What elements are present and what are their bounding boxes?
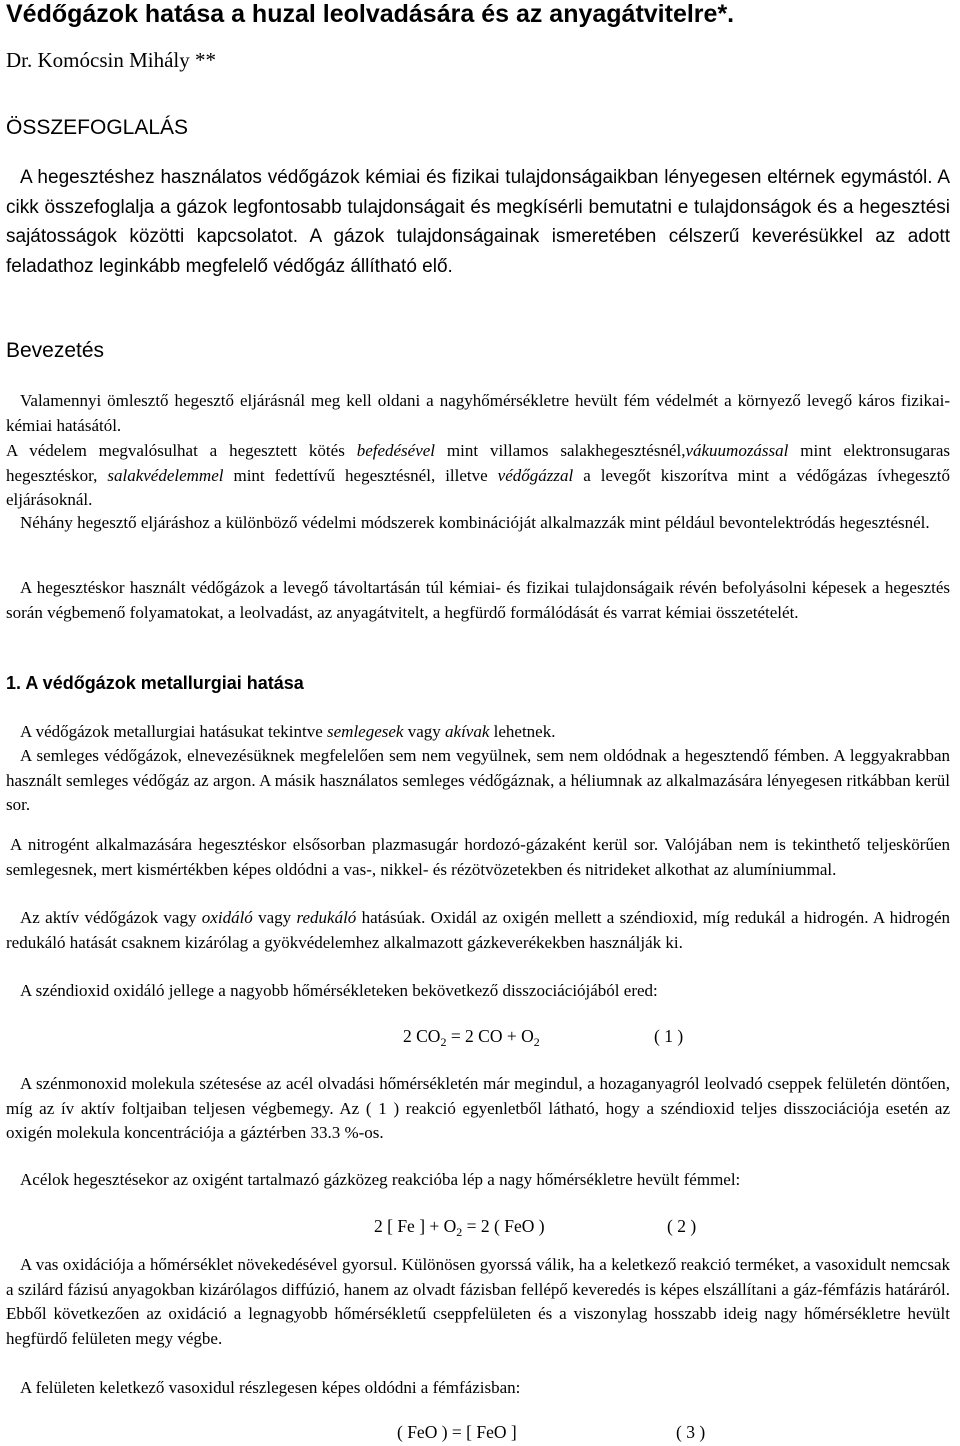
section-1-heading: 1. A védőgázok metallurgiai hatása	[6, 673, 304, 693]
italic-term: védőgázzal	[497, 465, 574, 485]
equation-subscript: 2	[533, 1035, 540, 1049]
intro-paragraph-4: A hegesztéskor használt védőgázok a levegő távoltartásán túl kémiai- és fizikai tulajdonságaik révén befolyásolni képesek a hegesztés során végbemenő folyamatokat, a leolvadást, az anyagátvitelt, a hegfürdő formálódását és varrat kémiai összetételét.	[6, 578, 950, 622]
italic-term: salakvédelemmel	[107, 465, 224, 485]
author-line: Dr. Komócsin Mihály **	[6, 48, 216, 72]
text-run: mint fedettívű hegesztésnél, illetve	[223, 465, 498, 485]
equation-term: = 2 CO + O	[446, 1026, 534, 1046]
text-run: Az aktív védőgázok vagy	[20, 908, 202, 927]
equation-1-number: ( 1 )	[654, 1026, 684, 1046]
equation-3: ( FeO ) = [ FeO ]	[397, 1422, 517, 1442]
text-run: A védőgázok metallurgiai hatásukat tekintve	[20, 722, 328, 741]
text-run: a levegőt kiszorítva mint a védőgázas ívhegesztő eljárásoknál.	[6, 465, 950, 509]
page-title: Védőgázok hatása a huzal leolvadására és az anyagátvitelre*.	[6, 0, 735, 28]
equation-3-number: ( 3 )	[676, 1422, 706, 1442]
equation-subscript: 2	[440, 1035, 447, 1049]
intro-paragraph-2	[6, 439, 950, 513]
italic-term: oxidáló	[201, 908, 253, 927]
intro-paragraph-3: Néhány hegesztő eljáráshoz a különböző védelmi módszerek kombinációját alkalmazzák mint például bevontelektródás hegesztésnél.	[20, 513, 930, 532]
equation-term: 2 [ Fe ] + O	[374, 1216, 457, 1236]
equation-subscript: 2	[456, 1225, 463, 1239]
text-run: hatásúak. Oxidál az oxigén mellett a széndioxid, míg redukál a hidrogén. A hidrogén redukáló hatását csaknem kizárólag a gyökvédelemhez alkalmazott gázkeverékekben használják ki.	[6, 908, 950, 952]
italic-term: semlegesek	[327, 722, 404, 741]
text-run: lehetnek.	[489, 722, 556, 741]
italic-term: akívak	[445, 722, 490, 741]
section-1-paragraph-7: Acélok hegesztésekor az oxigént tartalmazó gázközeg reakcióba lép a nagy hőmérsékletre hevült fémmel:	[20, 1170, 741, 1189]
text-run: mint elektronsugaras hegesztéskor,	[6, 441, 950, 485]
equation-1	[403, 1026, 540, 1050]
section-1-paragraph-5: A széndioxid oxidáló jellege a nagyobb hőmérsékleteken bekövetkező disszociációjából ered:	[20, 981, 658, 1000]
intro-paragraph-1: Valamennyi ömlesztő hegesztő eljárásnál meg kell oldani a nagyhőmérsékletre hevült fém védelmét a környező levegő káros fizikai-kémiai hatásától.	[6, 391, 950, 435]
text-run: mint villamos salakhegesztésnél,	[435, 441, 686, 460]
summary-heading: ÖSSZEFOGLALÁS	[6, 116, 189, 139]
text-run: vagy	[252, 908, 297, 927]
summary-paragraph: A hegesztéshez használatos védőgázok kémiai és fizikai tulajdonságaikban lényegesen eltérnek egymástól. A cikk összefoglalja a gázok legfontosabb tulajdonságait és megkísérli bemutatni e tulajdonságok és a hegesztési sajátosságok közötti kapcsolatot. A gázok tulajdonságainak ismeretében célszerű keverésükkel az adott feladathoz leginkább megfelelő védőgáz állítható elő.	[6, 167, 950, 277]
section-1-paragraph-8: A vas oxidációja a hőmérséklet növekedésével gyorsul. Különösen gyorssá válik, ha a keletkező reakció terméket, a vasoxidult nemcsak a szilárd fázisú anyagokban kizárólagos diffúzió, hanem az olvadt fázisban fellépő keveredés is képes elszállítani a gáz-fémfázis határáról. Ebből következően az oxidáció a legnagyobb hőmérsékletű cseppfelületen és a viszonylag hosszabb ideig nagy hőmérsékletre hevült hegfürdő felületen megy végbe.	[6, 1255, 950, 1348]
italic-term: vákuumozással	[685, 441, 789, 460]
text-run: A védelem megvalósulhat a hegesztett kötés	[6, 441, 357, 460]
section-1-paragraph-2: A semleges védőgázok, elnevezésüknek megfelelően sem nem vegyülnek, sem nem oldódnak a hegesztendő fémben. A leggyakrabban használt semleges védőgáz az argon. A másik használatos semleges védőgáznak, a héliumnak az alkalmazására lényegesen ritkábban kerül sor.	[6, 746, 950, 814]
equation-term: 2 CO	[403, 1026, 441, 1046]
equation-2	[374, 1216, 545, 1240]
section-1-paragraph-4	[6, 906, 950, 955]
section-1-paragraph-3: A nitrogént alkalmazására hegesztéskor elsősorban plazmasugár hordozó-gázaként kerül sor. Valójában nem is tekinthető teljeskörűen semlegesnek, mert kismértékben képes oldódni a vas-, nikkel- és rézötvözetekben és nitrideket alkothat az alumíniummal.	[6, 835, 950, 879]
section-1-paragraph-1	[6, 720, 950, 745]
italic-term: redukáló	[296, 908, 357, 927]
text-run: vagy	[403, 722, 446, 741]
italic-term: befedésével	[356, 441, 436, 460]
equation-term: = 2 ( FeO )	[462, 1216, 545, 1236]
section-1-paragraph-9: A felületen keletkező vasoxidul részlegesen képes oldódni a fémfázisban:	[20, 1378, 521, 1397]
equation-2-number: ( 2 )	[667, 1216, 697, 1236]
intro-heading: Bevezetés	[6, 339, 105, 362]
section-1-paragraph-6: A szénmonoxid molekula szétesése az acél olvadási hőmérsékletén már megindul, a hozaganyagról leolvadó cseppek felületén döntően, míg az ív aktív foltjaiban teljesen végbemegy. Az ( 1 ) reakció egyenletből látható, hogy a széndioxid teljes disszociációja esetén az oxigén molekula koncentrációja a gáztérben 33.3 %-os.	[6, 1074, 950, 1142]
